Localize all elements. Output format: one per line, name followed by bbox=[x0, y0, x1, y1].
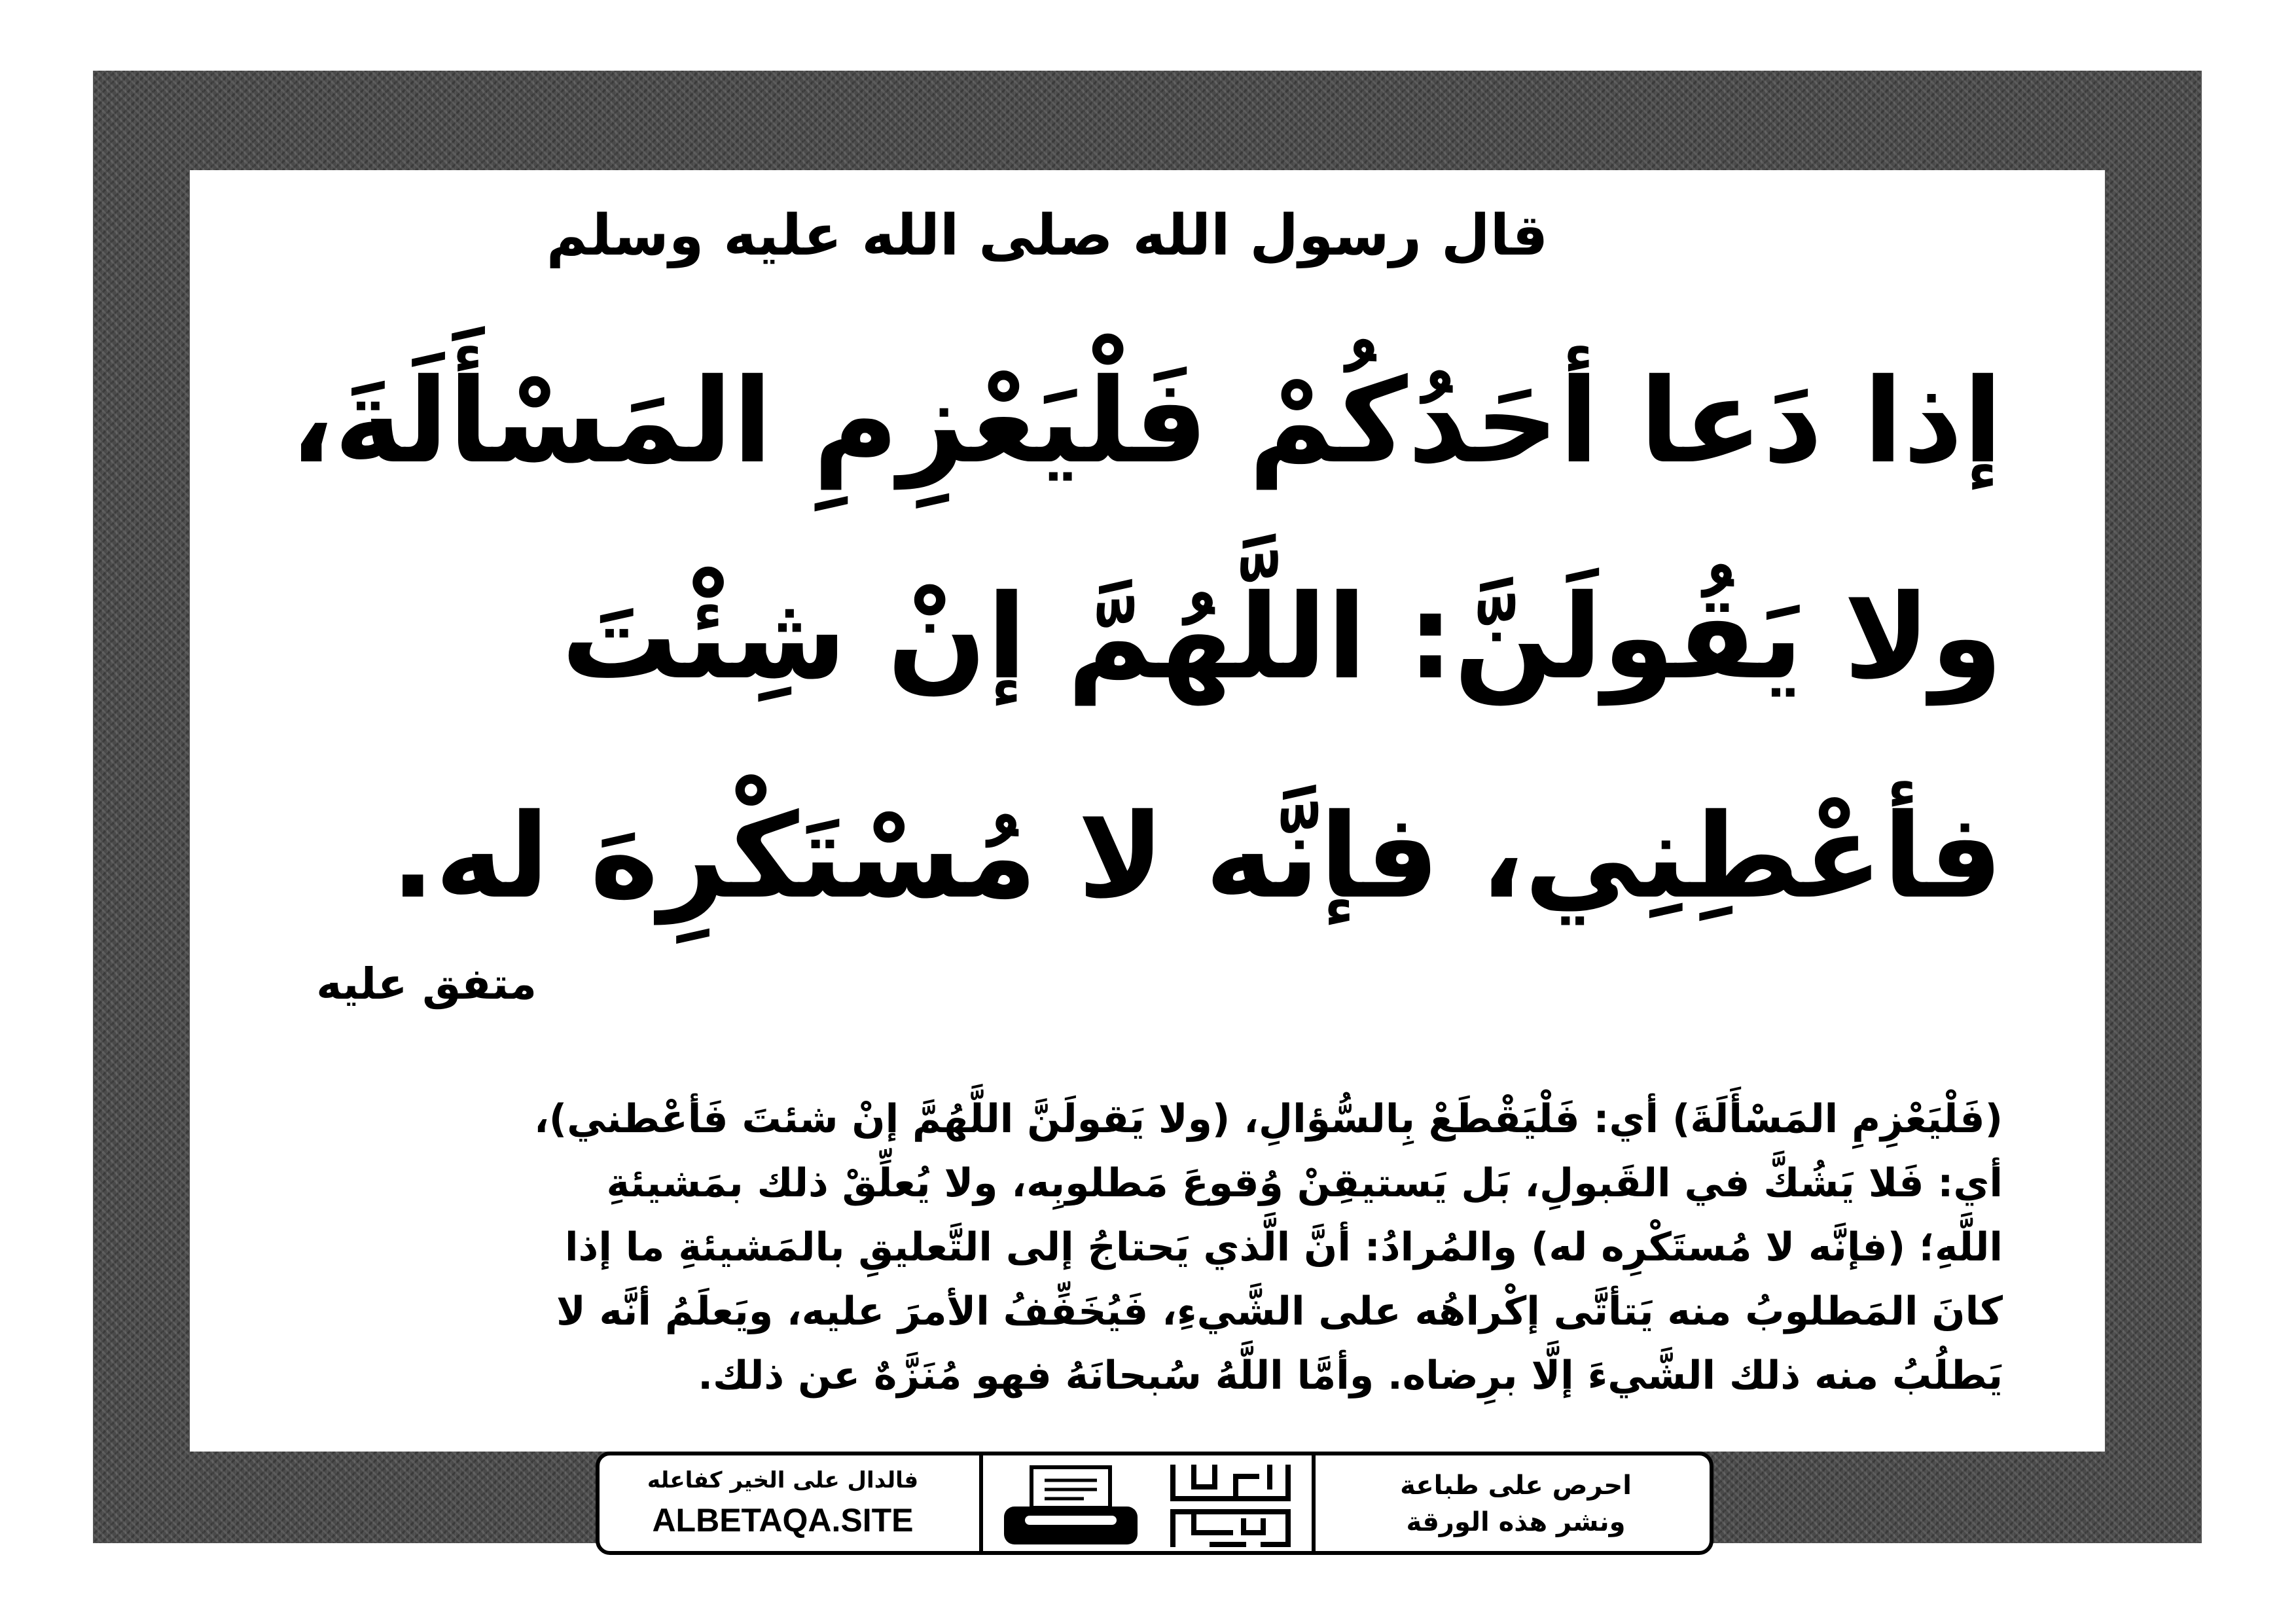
share-note-line: ونشر هذه الورقة bbox=[1406, 1507, 1626, 1537]
print-share-note bbox=[1339, 1467, 1693, 1541]
print-note-line: احرص على طباعة bbox=[1400, 1471, 1632, 1501]
footer-divider bbox=[979, 1455, 983, 1551]
hadith-line: ولا يَقُولَنَّ: اللَّهُمَّ إنْ شِئْتَ bbox=[561, 569, 2003, 705]
logo-text-bottom: الورقة bbox=[1229, 1537, 1232, 1539]
explanation-line: اللَّهِ؛ (فإنَّه لا مُستَكْرِه له) والمُرادُ: أنَّ الَّذي يَحتاجُ إلى التَّعليقِ بالمَشيئةِ ما إذا bbox=[564, 1224, 2003, 1270]
explanation-line: يَطلُبُ منه ذلك الشَّيءَ إلَّا برِضاه. وأمَّا اللَّهُ سُبحانَهُ فهو مُنَزَّهٌ عن ذلك. bbox=[698, 1353, 2003, 1399]
footer-divider bbox=[1312, 1455, 1316, 1551]
explanation-line: كانَ المَطلوبُ منه يَتأتَّى إكْراهُه على الشَّيءِ، فَيُخَفِّفُ الأمرَ عليه، ويَعلَمُ أنَّه لا bbox=[556, 1289, 2003, 1334]
logo-mark-icon bbox=[1173, 1467, 1288, 1544]
explanation-line: أي: فَلا يَشُكَّ في القَبولِ، بَل يَستيقِنْ وُقوعَ مَطلوبِه، ولا يُعلِّقْ ذلك بمَشيئةِ bbox=[606, 1160, 2003, 1206]
hadith-line: فأعْطِنِي، فإنَّه لا مُسْتَكْرِهَ له. bbox=[390, 789, 2003, 924]
hadith-source: متفق عليه bbox=[316, 959, 537, 1009]
printer-icon bbox=[999, 1463, 1143, 1548]
site-link[interactable]: ALBETAQA.SITE bbox=[652, 1502, 914, 1539]
footer-banner bbox=[596, 1452, 1713, 1555]
page-title: قال رسول الله صلى الله عليه وسلم bbox=[546, 203, 1549, 268]
hadith-line: إذا دَعا أحَدُكُمْ فَلْيَعْزِمِ المَسْأَلَةَ، bbox=[289, 353, 2003, 489]
dawiya-logo bbox=[1165, 1461, 1296, 1550]
explanation-line: (فَلْيَعْزِمِ المَسْأَلَةَ) أي: فَلْيَقْطَعْ بِالسُّؤالِ، (ولا يَقولَنَّ اللَّهُمَّ إنْ شئتَ فَأعْطني)، bbox=[533, 1096, 2003, 1142]
logo-text-top: دعوية bbox=[1229, 1491, 1232, 1493]
footer-slogan: فالدال على الخير كفاعله bbox=[647, 1467, 919, 1493]
